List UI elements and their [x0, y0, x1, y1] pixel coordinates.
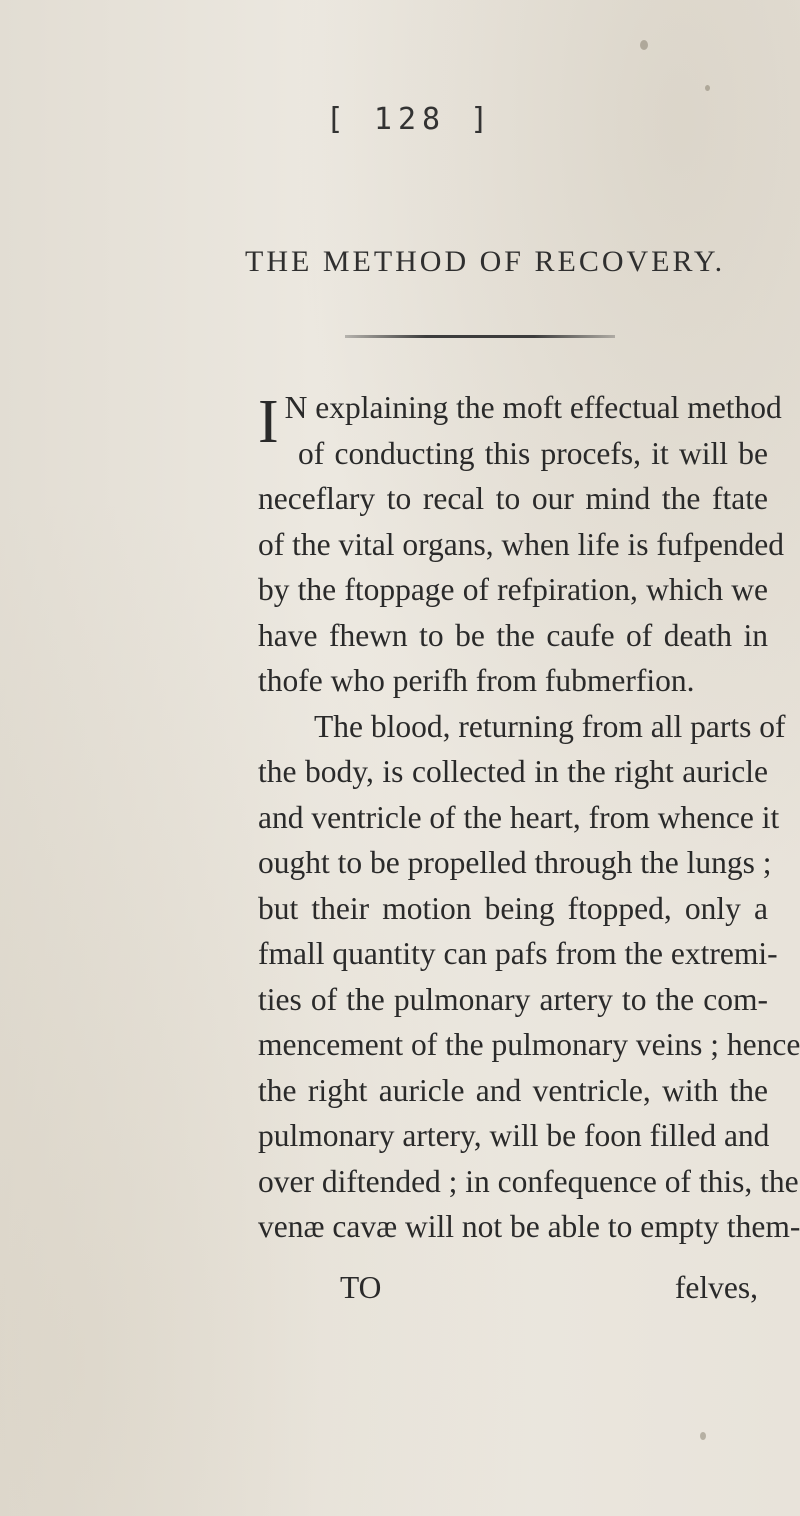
page-number: [ 128 ]	[325, 102, 495, 137]
text-line: over diftended ; in confequence of this, the	[258, 1163, 799, 1199]
paper-stain	[705, 85, 710, 91]
text-line: the right auricle and ventricle, with the	[258, 1072, 768, 1108]
text-line: venæ cavæ will not be able to empty them-	[258, 1209, 800, 1244]
text-line: pulmonary artery, will be foon filled and	[258, 1118, 770, 1153]
text-line: ties of the pulmonary artery to the com-	[258, 981, 768, 1017]
text-line: of conducting this procefs, it will be	[298, 435, 768, 471]
paper-stain	[700, 1432, 706, 1440]
text-line: have fhewn to be the caufe of death in	[258, 617, 768, 653]
text-line: the body, is collected in the right auricle	[258, 754, 768, 789]
catchword: felves,	[674, 1270, 758, 1305]
text-line: and ventricle of the heart, from whence it	[258, 799, 780, 835]
text-line: mencement of the pulmonary veins ; hence	[258, 1027, 800, 1062]
body-text	[258, 385, 800, 1250]
text-line: fmall quantity can pafs from the extremi-	[258, 936, 778, 971]
text-line: by the ftoppage of refpiration, which we	[258, 572, 768, 607]
text-line: of the vital organs, when life is fufpended	[258, 526, 785, 562]
text-line: neceflary to recal to our mind the ftate	[258, 481, 768, 516]
drop-cap: I	[258, 388, 279, 456]
paper-stain	[640, 40, 648, 50]
text-line: thofe who perifh from fubmerfion.	[258, 663, 695, 698]
catchword-left: TO	[340, 1270, 382, 1305]
text-line: ought to be propelled through the lungs ;	[258, 845, 772, 880]
chapter-heading: THE METHOD OF RECOVERY.	[245, 245, 726, 278]
heading-rule	[345, 335, 615, 338]
text-line: but their motion being ftopped, only a	[258, 890, 768, 926]
text-line: The blood, returning from all parts of	[314, 708, 786, 744]
text-line: N explaining the moft effectual method	[284, 390, 782, 425]
